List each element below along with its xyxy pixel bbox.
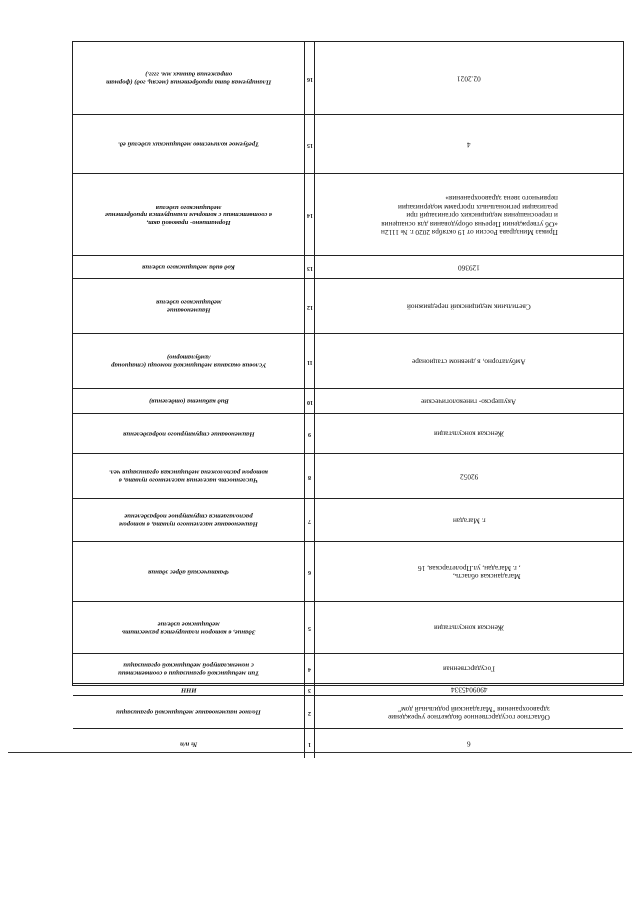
row-number: 7 (308, 517, 311, 524)
row-value-cell (315, 414, 623, 453)
table-row (73, 684, 623, 696)
table-row (73, 256, 623, 279)
row-value-text: Женская консультация (434, 623, 504, 633)
row-header-text: Фактический адрес здания (148, 568, 229, 576)
row-header-text: Наименование медицинского изделия (155, 299, 222, 314)
row-number-cell (305, 684, 315, 695)
row-number: 14 (306, 211, 313, 218)
row-value-cell (315, 389, 623, 413)
row-value-cell (315, 654, 623, 683)
row-header-cell (73, 729, 305, 758)
row-header-cell (73, 499, 305, 541)
row-number: 16 (306, 75, 313, 82)
table-row (73, 279, 623, 334)
row-number-cell (305, 174, 315, 255)
row-header-cell (73, 414, 305, 453)
row-header-cell (73, 684, 305, 695)
row-number-cell (305, 454, 315, 498)
row-value-cell (315, 602, 623, 653)
row-number: 12 (306, 303, 313, 310)
row-header-text: Планируемая дата приобретения (месяц, год) (формат отражения данных мм. гггг.) (105, 71, 272, 86)
row-number-cell (305, 696, 315, 728)
row-value-cell (315, 42, 623, 114)
row-value-text: Областное государственное бюджетное учреждение здравоохранения "Магаданский родильный дом" (388, 704, 550, 722)
row-value-cell (315, 542, 623, 601)
row-value-text: Амбулаторно, в дневном стационаре (412, 357, 526, 367)
row-number-cell (305, 542, 315, 601)
row-value-cell (315, 684, 623, 695)
row-number: 5 (308, 624, 311, 631)
row-value-text: 6 (467, 739, 471, 749)
row-header-text: Вид кабинета (отделения) (148, 397, 229, 405)
row-header-text: Наименование населенного пункта, в котором располагается структурное подразделение (119, 513, 258, 528)
row-number-cell (305, 654, 315, 683)
row-value-text: 02.2021 (457, 74, 481, 84)
page-separator-line (8, 752, 632, 753)
row-value-cell (315, 115, 623, 173)
row-header-cell (73, 696, 305, 728)
row-value-text: Светильник медицинский передвижной (407, 302, 531, 312)
row-value-cell (315, 256, 623, 278)
table-row (73, 414, 623, 454)
table-row (73, 174, 623, 256)
row-header-text: Здание, в котором планируется разместить медицинское изделие (121, 620, 256, 636)
row-value-text: 92052 (459, 472, 479, 482)
row-header-text: Код вида медицинского изделия (141, 263, 236, 271)
row-number-cell (305, 389, 315, 413)
row-header-text: Наименование структурного подразделения (122, 430, 255, 438)
table-row (73, 542, 623, 602)
row-header-cell (73, 389, 305, 413)
row-header-cell (73, 42, 305, 114)
table-row (73, 454, 623, 499)
row-value-text: Государственная (443, 664, 495, 674)
row-number: 3 (308, 686, 311, 693)
row-number-cell (305, 499, 315, 541)
row-number: 15 (306, 141, 313, 148)
row-header-text: Нормативно- правовой акт, в соответствии с которым планируется приобретение медицинского изделия (105, 203, 272, 227)
row-value-text: Женская консультация (434, 429, 504, 439)
row-number: 11 (306, 358, 313, 365)
row-number: 4 (308, 665, 311, 672)
table-row (73, 499, 623, 542)
row-number-cell (305, 414, 315, 453)
row-value-text: Магаданская область, , г. Магадан, ул.Пролетарская, 16 (417, 563, 521, 581)
row-value-cell (315, 174, 623, 255)
table-row (73, 389, 623, 414)
row-number-cell (305, 602, 315, 653)
row-value-text: г. Магадан (452, 516, 486, 526)
row-header-cell (73, 542, 305, 601)
row-number: 1 (308, 740, 311, 747)
table-row (73, 654, 623, 684)
row-value-cell (315, 499, 623, 541)
row-value-cell (315, 334, 623, 388)
row-header-text: Полное наименование медицинской организации (116, 708, 261, 716)
row-value-cell (315, 279, 623, 333)
table-row (73, 115, 623, 174)
row-header-cell (73, 256, 305, 278)
row-value-text: Приказ Минздрава России от 19 октября 2020 г. № 1112н «Об утверждении Перечня оборудования для оснащения и переоснащения медицинских организаций при реализации региональных программ модернизации первичного звена здравоохранения» (380, 193, 558, 237)
row-number-cell (305, 115, 315, 173)
row-header-cell (73, 454, 305, 498)
row-number: 2 (308, 709, 311, 716)
row-number: 13 (306, 264, 313, 271)
row-value-text: 129360 (458, 263, 480, 273)
row-value-cell (315, 454, 623, 498)
row-header-text: Численность населения населенного пункта, в котором расположена медицинская организация чел. (109, 469, 268, 484)
table-row (73, 602, 623, 654)
row-number: 6 (308, 568, 311, 575)
row-header-cell (73, 602, 305, 653)
row-header-text: Требуемое количество медицинских изделий ед. (117, 140, 260, 148)
row-header-cell (73, 115, 305, 173)
row-header-cell (73, 279, 305, 333)
row-number-cell (305, 42, 315, 114)
row-value-text: 4909045334 (450, 685, 488, 695)
row-value-cell (315, 729, 623, 758)
row-number-cell (305, 729, 315, 758)
row-header-text: Тип медицинской организации в соответствии с номенклатурой медицинской организации (117, 661, 260, 677)
row-header-text: № п/п (179, 740, 198, 748)
row-header-text: ИНН (180, 686, 197, 694)
row-header-cell (73, 174, 305, 255)
row-number: 10 (306, 398, 313, 405)
row-value-cell (315, 696, 623, 728)
table-row (73, 42, 623, 115)
table-row (73, 334, 623, 389)
row-header-cell (73, 334, 305, 388)
equipment-table (72, 41, 624, 749)
table-row (73, 729, 623, 758)
row-number: 8 (308, 473, 311, 480)
row-number: 9 (308, 430, 311, 437)
row-value-text: 4 (467, 140, 471, 150)
table-row (73, 696, 623, 729)
row-value-text: Акушерско- гинекологические (421, 397, 517, 407)
row-number-cell (305, 279, 315, 333)
row-header-text: Условия оказания медицинской помощи (стационар /амбулаторно) (110, 354, 267, 369)
row-number-cell (305, 334, 315, 388)
row-header-cell (73, 654, 305, 683)
row-number-cell (305, 256, 315, 278)
